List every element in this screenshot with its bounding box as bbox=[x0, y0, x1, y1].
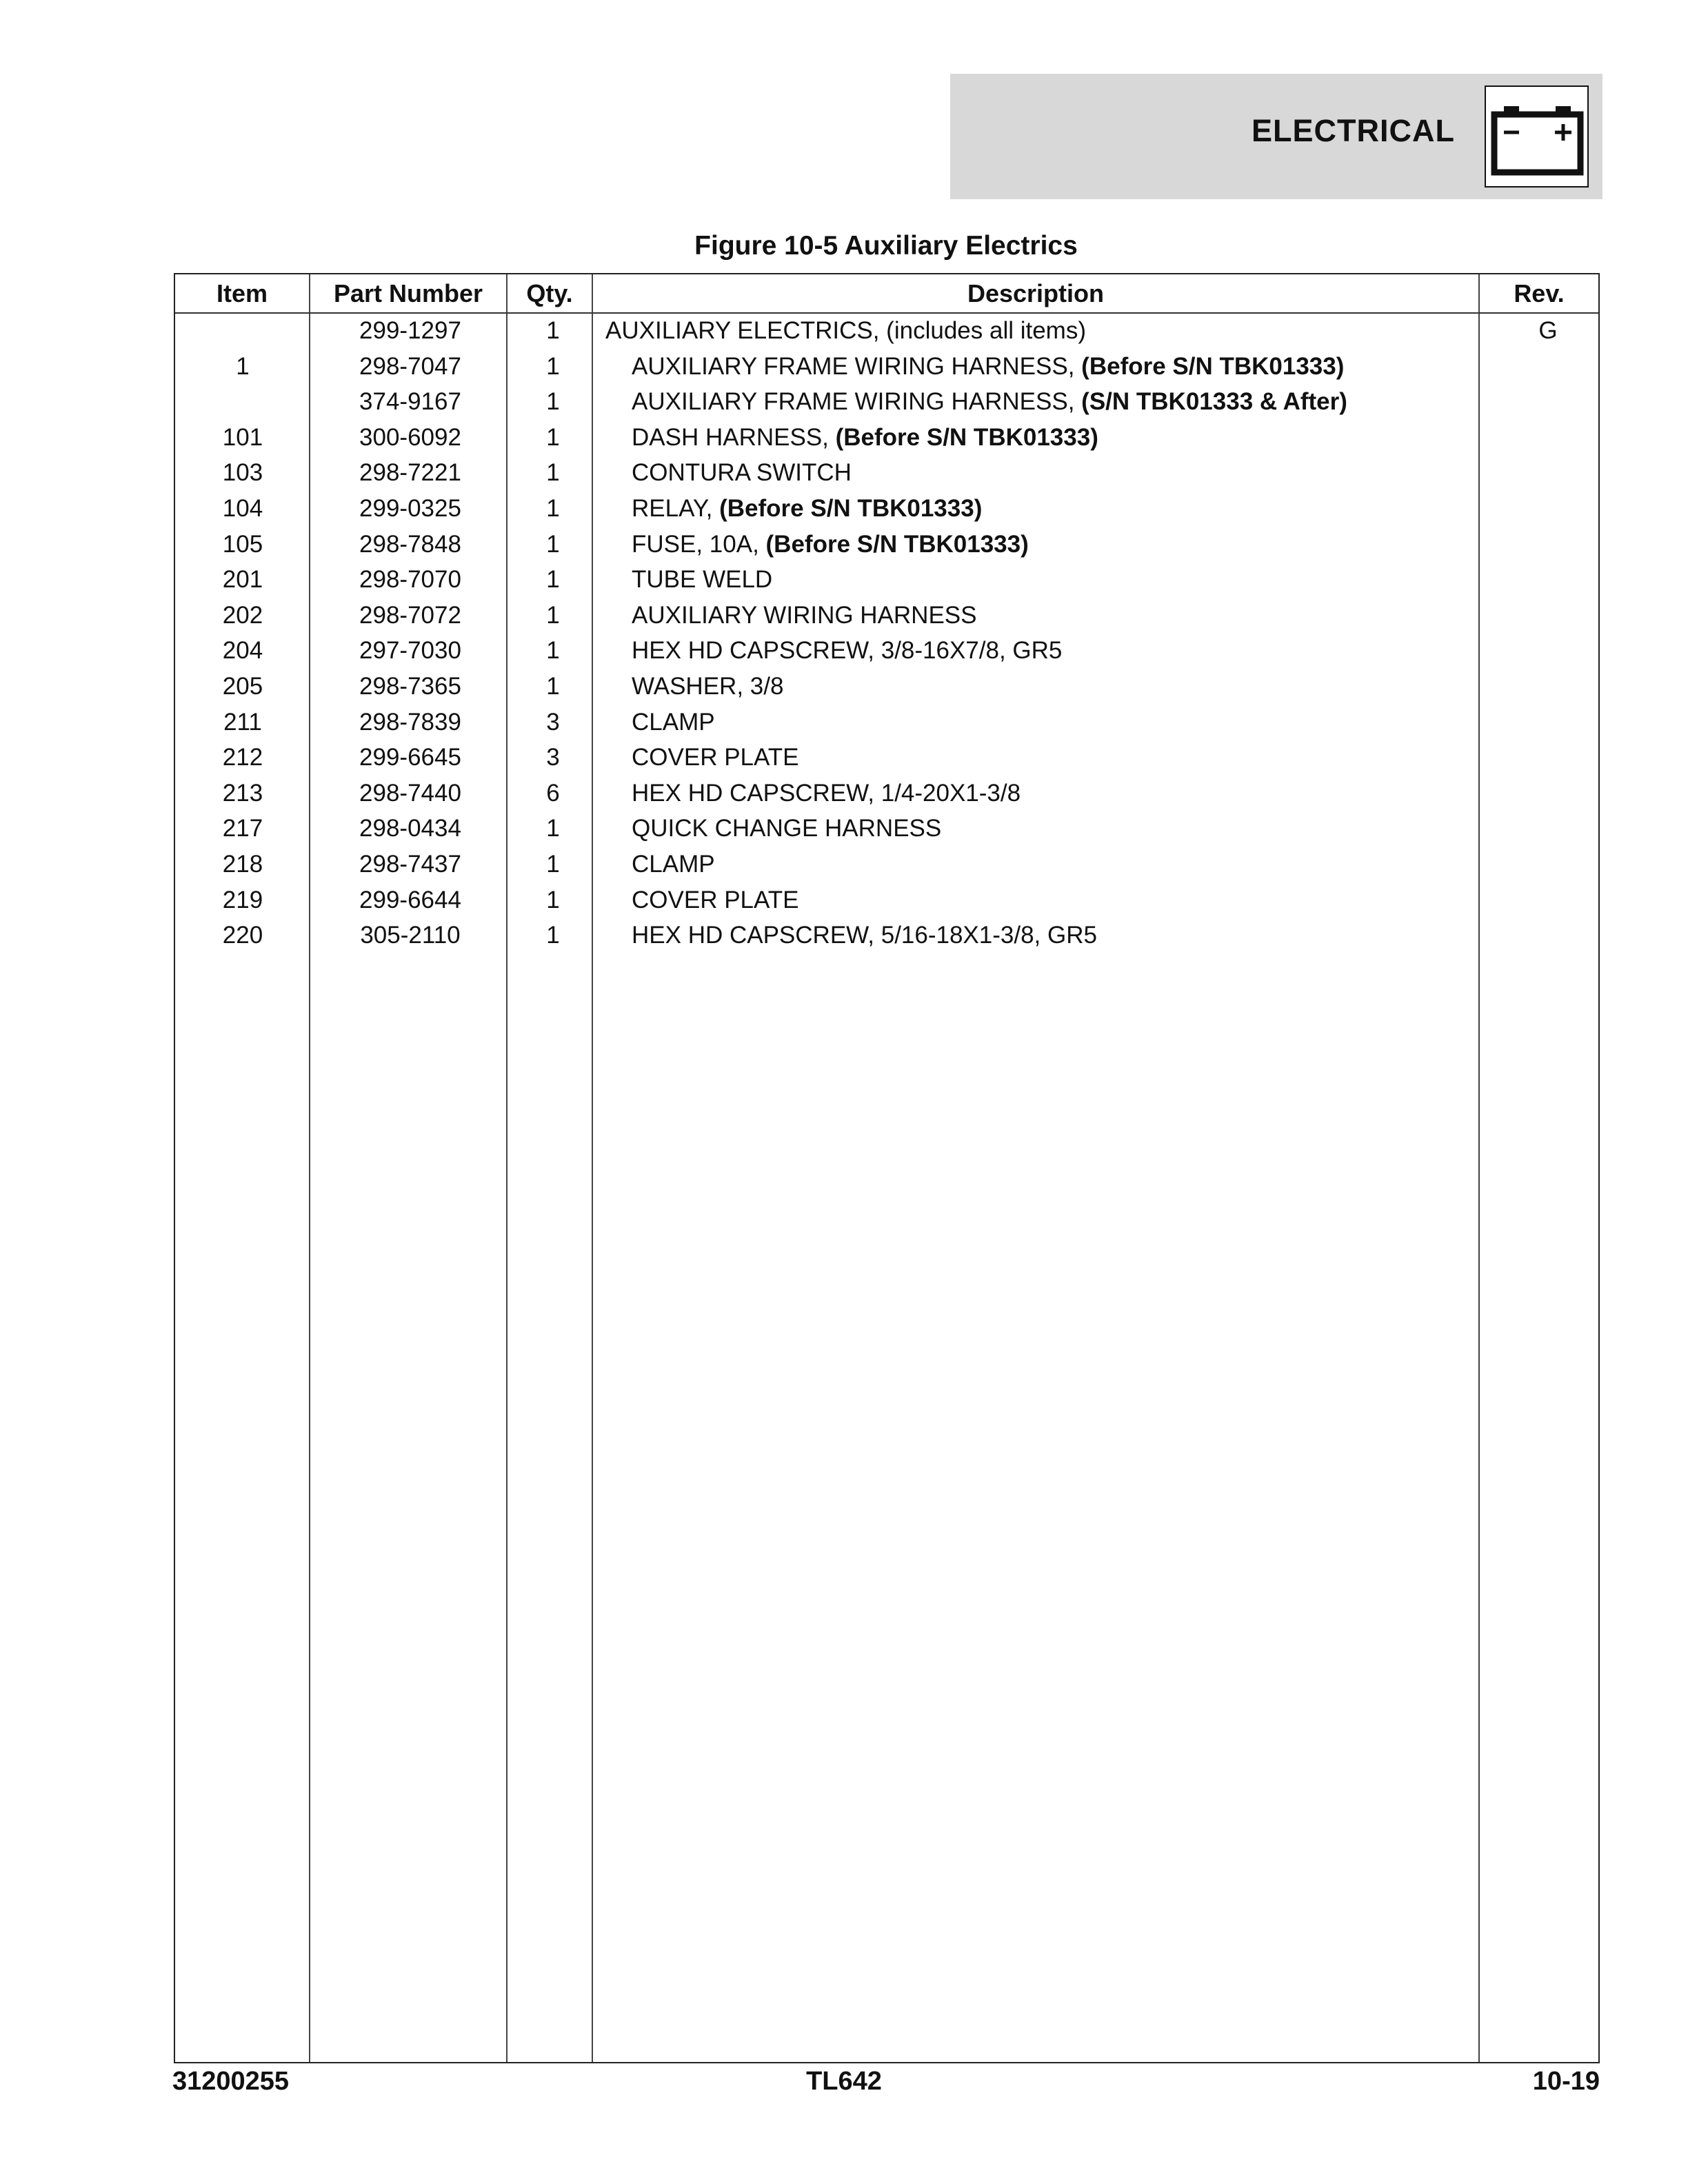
description-text: HEX HD CAPSCREW, 5/16-18X1-3/8, GR5 bbox=[632, 922, 1097, 949]
item-number: 1 bbox=[236, 352, 250, 380]
item-number: 205 bbox=[222, 672, 263, 700]
description bbox=[632, 384, 1521, 420]
table-row bbox=[175, 882, 1598, 918]
footer-model: TL642 bbox=[806, 2067, 882, 2096]
description-text: CONTURA SWITCH bbox=[632, 459, 852, 487]
quantity: 3 bbox=[546, 744, 560, 771]
column-header-qty: Qty. bbox=[526, 279, 573, 307]
quantity: 1 bbox=[546, 566, 560, 594]
item-number: 217 bbox=[222, 815, 263, 842]
description bbox=[605, 313, 1495, 349]
item-number: 103 bbox=[222, 459, 263, 487]
quantity: 1 bbox=[546, 530, 560, 558]
quantity: 1 bbox=[546, 388, 560, 416]
table-row bbox=[175, 847, 1598, 882]
item-number: 212 bbox=[222, 744, 263, 771]
column-header-description: Description bbox=[967, 279, 1105, 307]
section-title: ELECTRICAL bbox=[1252, 113, 1455, 148]
quantity: 1 bbox=[546, 459, 560, 487]
description-text: WASHER, 3/8 bbox=[632, 672, 784, 700]
table-row bbox=[175, 633, 1598, 669]
figure-title: Figure 10-5 Auxiliary Electrics bbox=[694, 231, 1078, 261]
table-row bbox=[175, 313, 1598, 349]
part-number: 298-0434 bbox=[359, 815, 461, 842]
quantity: 1 bbox=[546, 601, 560, 629]
description-text: HEX HD CAPSCREW, 1/4-20X1-3/8 bbox=[632, 779, 1021, 807]
description bbox=[632, 527, 1521, 563]
serial-note: (S/N TBK01333 & After) bbox=[1081, 388, 1347, 416]
quantity: 1 bbox=[546, 672, 560, 700]
part-number: 299-6645 bbox=[359, 744, 461, 771]
description bbox=[632, 847, 1521, 882]
quantity: 1 bbox=[546, 637, 560, 665]
description-text: QUICK CHANGE HARNESS bbox=[632, 815, 942, 842]
table-row bbox=[175, 918, 1598, 953]
description bbox=[632, 811, 1521, 847]
table-row bbox=[175, 527, 1598, 563]
description bbox=[632, 776, 1521, 811]
table-row bbox=[175, 455, 1598, 491]
description-text: AUXILIARY FRAME WIRING HARNESS, bbox=[632, 388, 1082, 416]
quantity: 1 bbox=[546, 423, 560, 451]
item-number: 211 bbox=[223, 708, 262, 736]
part-number: 299-0325 bbox=[359, 494, 461, 522]
item-number: 105 bbox=[222, 530, 263, 558]
footer-document-number: 31200255 bbox=[172, 2067, 290, 2096]
footer-page-number: 10-19 bbox=[1532, 2067, 1600, 2096]
quantity: 1 bbox=[546, 352, 560, 380]
description bbox=[632, 562, 1521, 598]
battery-icon bbox=[1485, 85, 1589, 188]
description-text: DASH HARNESS, bbox=[632, 423, 836, 451]
description bbox=[632, 740, 1521, 776]
item-number: 201 bbox=[222, 566, 263, 594]
description-text: AUXILIARY WIRING HARNESS bbox=[632, 601, 977, 629]
table-row bbox=[175, 669, 1598, 705]
description bbox=[632, 918, 1521, 953]
item-number: 202 bbox=[222, 601, 263, 629]
description-text: COVER PLATE bbox=[632, 886, 799, 913]
serial-note: (Before S/N TBK01333) bbox=[719, 494, 983, 522]
table-row bbox=[175, 491, 1598, 527]
part-number: 297-7030 bbox=[359, 637, 461, 665]
table-row bbox=[175, 349, 1598, 385]
part-number: 298-7365 bbox=[359, 672, 461, 700]
table-row bbox=[175, 811, 1598, 847]
description bbox=[632, 349, 1521, 385]
description-text: CLAMP bbox=[632, 708, 715, 736]
description bbox=[632, 669, 1521, 705]
table-row bbox=[175, 562, 1598, 598]
description-text: AUXILIARY ELECTRICS, (includes all items) bbox=[605, 317, 1086, 344]
item-number: 101 bbox=[222, 423, 263, 451]
part-number: 298-7848 bbox=[359, 530, 461, 558]
column-header-item: Item bbox=[216, 279, 268, 307]
part-number: 298-7839 bbox=[359, 708, 461, 736]
item-number: 218 bbox=[222, 850, 263, 878]
description-text: RELAY, bbox=[632, 494, 720, 522]
part-number: 374-9167 bbox=[359, 388, 461, 416]
item-number: 104 bbox=[222, 494, 263, 522]
part-number: 300-6092 bbox=[359, 423, 461, 451]
description bbox=[632, 491, 1521, 527]
quantity: 1 bbox=[546, 850, 560, 878]
part-number: 298-7440 bbox=[359, 779, 461, 807]
part-number: 299-6644 bbox=[359, 886, 461, 913]
serial-note: (Before S/N TBK01333) bbox=[835, 423, 1098, 451]
serial-note: (Before S/N TBK01333) bbox=[765, 530, 1029, 558]
part-number: 298-7047 bbox=[359, 352, 461, 380]
description-text: FUSE, 10A, bbox=[632, 530, 766, 558]
description bbox=[632, 882, 1521, 918]
table-row bbox=[175, 598, 1598, 634]
quantity: 1 bbox=[546, 815, 560, 842]
table-row bbox=[175, 705, 1598, 740]
item-number: 219 bbox=[222, 886, 263, 913]
quantity: 3 bbox=[546, 708, 560, 736]
description-text: CLAMP bbox=[632, 850, 715, 878]
description bbox=[632, 598, 1521, 634]
item-number: 220 bbox=[222, 922, 263, 949]
description-text: HEX HD CAPSCREW, 3/8-16X7/8, GR5 bbox=[632, 637, 1063, 665]
description-text: AUXILIARY FRAME WIRING HARNESS, bbox=[632, 352, 1082, 380]
part-number: 298-7221 bbox=[359, 459, 461, 487]
column-header-rev: Rev. bbox=[1514, 279, 1565, 307]
quantity: 1 bbox=[546, 317, 560, 344]
description bbox=[632, 705, 1521, 740]
table-row bbox=[175, 384, 1598, 420]
quantity: 6 bbox=[546, 779, 560, 807]
part-number: 298-7070 bbox=[359, 566, 461, 594]
description-text: TUBE WELD bbox=[632, 566, 773, 594]
description bbox=[632, 455, 1521, 491]
part-number: 299-1297 bbox=[359, 317, 461, 344]
item-number: 204 bbox=[222, 637, 263, 665]
table-row bbox=[175, 776, 1598, 811]
table-row bbox=[175, 420, 1598, 456]
quantity: 1 bbox=[546, 922, 560, 949]
table-body bbox=[175, 313, 1598, 953]
column-header-part-number: Part Number bbox=[333, 279, 483, 307]
table-row bbox=[175, 740, 1598, 776]
item-number: 213 bbox=[222, 779, 263, 807]
quantity: 1 bbox=[546, 886, 560, 913]
part-number: 298-7072 bbox=[359, 601, 461, 629]
part-number: 305-2110 bbox=[360, 922, 461, 949]
description-text: COVER PLATE bbox=[632, 744, 799, 771]
quantity: 1 bbox=[546, 494, 560, 522]
description bbox=[632, 420, 1521, 456]
description bbox=[632, 633, 1521, 669]
serial-note: (Before S/N TBK01333) bbox=[1081, 352, 1345, 380]
parts-table bbox=[174, 273, 1600, 2063]
revision: G bbox=[1538, 317, 1558, 344]
part-number: 298-7437 bbox=[359, 850, 461, 878]
